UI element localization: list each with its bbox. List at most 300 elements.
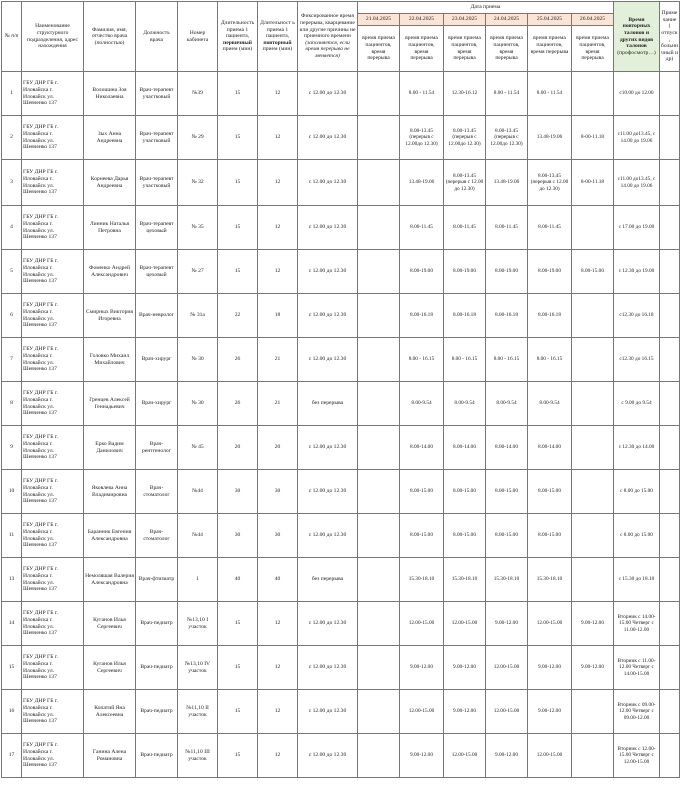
row-org — [22, 116, 84, 160]
row-day-5 — [572, 206, 614, 250]
row-day-0 — [358, 72, 400, 116]
row-doctor-name: Куганов Илья Сергеевич — [84, 602, 136, 646]
row-talons: Вторник с 12.00-15.00 Четверг с 12.00-15.00 — [614, 734, 660, 778]
row-day-5 — [572, 514, 614, 558]
header-date-3: 24.04.2025 — [486, 14, 528, 26]
row-talons: с 12.30 до 19.00 — [614, 250, 660, 294]
row-note — [660, 294, 680, 338]
row-position: Врач-рентгенолог — [136, 426, 178, 470]
header-sub-5-line: время приема пациентов, — [576, 35, 609, 48]
row-org — [22, 690, 84, 734]
row-org-line: ГБУ ДНР ГБ г. — [23, 346, 58, 353]
row-org — [22, 206, 84, 250]
row-org-line: Иловайск ул. — [23, 227, 55, 234]
row-note — [660, 646, 680, 690]
row-num: 13 — [2, 558, 22, 602]
row-break: с 12.00 до 12.30 — [298, 690, 358, 734]
row-org-line: ГБУ ДНР ГБ г. — [23, 654, 58, 661]
row-day-3: 8.00-15.00 — [486, 470, 528, 514]
row-doctor-name: Головко Михаил Михайлович — [84, 338, 136, 382]
row-repeat-min: 12 — [258, 116, 298, 160]
row-talons: с 9.00 до 9.54 — [614, 382, 660, 426]
row-room: 1 — [178, 558, 218, 602]
row-org — [22, 250, 84, 294]
row-day-3: 8.00-11.45 — [486, 206, 528, 250]
header-sub-0-line: время — [371, 48, 386, 55]
row-primary-min: 22 — [218, 294, 258, 338]
row-org-line: ГБУ ДНР ГБ г. — [23, 214, 58, 221]
table-row — [2, 72, 680, 116]
row-talons: с10.00 до 12.00 — [614, 72, 660, 116]
header-date-5: 26.04.2025 — [572, 14, 614, 26]
row-note — [660, 338, 680, 382]
header-sub-0 — [358, 26, 400, 72]
row-day-0 — [358, 470, 400, 514]
row-day-1: 8.00-13.45 (перерыв с 12.00до 12.30) — [400, 116, 444, 160]
row-position: Врач-терапевт цеховый — [136, 250, 178, 294]
row-org-line: Шевченко 137 — [23, 542, 57, 549]
row-talons: с12.30 до 16.18 — [614, 294, 660, 338]
row-repeat-min: 40 — [258, 558, 298, 602]
row-org-line: ГБУ ДНР ГБ г. — [23, 522, 58, 529]
row-day-3: 12.00-15.00 — [486, 646, 528, 690]
row-primary-min: 30 — [218, 514, 258, 558]
row-primary-min: 15 — [218, 72, 258, 116]
row-room: №44 — [178, 470, 218, 514]
header-date-4: 25.04.2025 — [528, 14, 572, 26]
row-room: № 32 — [178, 160, 218, 206]
row-org-line: Иловайск ул. — [23, 535, 55, 542]
header-org: Наименование структурного подразделения, адрес нахождения — [22, 2, 84, 72]
row-org-line: ГБУ ДНР ГБ г. — [23, 478, 58, 485]
row-day-3: 8.00-13.45 (перерыв с 12.00до 12.30) — [486, 116, 528, 160]
row-repeat-min: 30 — [258, 514, 298, 558]
row-org-line: Шевченко 137 — [23, 630, 57, 637]
header-sub-3-line: перерыва — [495, 55, 518, 62]
row-day-2: 12.00-15.00 — [444, 602, 486, 646]
row-day-2: 9.00-12.00 — [444, 690, 486, 734]
row-primary-min: 15 — [218, 646, 258, 690]
header-sub-4 — [528, 26, 572, 72]
row-day-4: 15.30-18.10 — [528, 558, 572, 602]
row-day-4: 8.00-16.18 — [528, 294, 572, 338]
row-org — [22, 72, 84, 116]
row-day-5 — [572, 426, 614, 470]
row-org — [22, 558, 84, 602]
header-talons-line: Время повторных талонов и других видов талонов — [619, 16, 654, 50]
row-day-5 — [572, 294, 614, 338]
row-primary-min: 15 — [218, 602, 258, 646]
table-row — [2, 294, 680, 338]
header-sub-5-line: время — [585, 48, 600, 55]
row-note — [660, 160, 680, 206]
row-primary-min: 15 — [218, 250, 258, 294]
row-org-line: Шевченко 137 — [23, 674, 57, 681]
row-primary-min: 15 — [218, 160, 258, 206]
row-primary-min: 20 — [218, 426, 258, 470]
row-day-4: 9.00-12.00 — [528, 646, 572, 690]
table-row — [2, 470, 680, 514]
row-repeat-min: 12 — [258, 602, 298, 646]
row-num: 16 — [2, 690, 22, 734]
row-break: с 12.00 до 12.30 — [298, 250, 358, 294]
row-note — [660, 250, 680, 294]
header-date-0: 21.04.2025 — [358, 14, 400, 26]
row-day-2: 8.00-13.45 (перерыв с 12.00до 12.30) — [444, 116, 486, 160]
row-position: Врач-стоматолог — [136, 514, 178, 558]
row-day-0 — [358, 426, 400, 470]
table-row — [2, 250, 680, 294]
row-org-line: Иловайска г. — [23, 484, 53, 491]
row-org-line: Иловайска г. — [23, 264, 53, 271]
row-org-line: Иловайска г. — [23, 396, 53, 403]
row-org — [22, 514, 84, 558]
row-note — [660, 734, 680, 778]
row-org-line: Иловайска г. — [23, 748, 53, 755]
row-day-3: 8.00-9.54 — [486, 382, 528, 426]
table-row — [2, 382, 680, 426]
row-num: 9 — [2, 426, 22, 470]
row-repeat-min: 20 — [258, 426, 298, 470]
header-date-2: 23.04.2025 — [444, 14, 486, 26]
row-doctor-name: Ганина Алена Романовна — [84, 734, 136, 778]
row-day-2: 8.00-11.45 — [444, 206, 486, 250]
row-room: №39 — [178, 72, 218, 116]
row-primary-min: 40 — [218, 558, 258, 602]
header-break — [298, 2, 358, 72]
table-row — [2, 602, 680, 646]
row-day-3: 8.00 - 11.54 — [486, 72, 528, 116]
row-org-line: Иловайск ул. — [23, 359, 55, 366]
row-num: 6 — [2, 294, 22, 338]
row-day-3: 9.00-12.00 — [486, 602, 528, 646]
row-room: № 31а — [178, 294, 218, 338]
table-row — [2, 690, 680, 734]
row-org-line: ГБУ ДНР ГБ г. — [23, 80, 58, 87]
row-org-line: Иловайск ул. — [23, 755, 55, 762]
header-sub-3-line: время приема пациентов, — [490, 35, 523, 48]
row-org-line: Шевченко 137 — [23, 454, 57, 461]
row-org-line: ГБУ ДНР ГБ г. — [23, 698, 58, 705]
row-talons: с 12.30 до 14.00 — [614, 426, 660, 470]
row-org-line: Шевченко 137 — [23, 278, 57, 285]
row-repeat-min: 21 — [258, 338, 298, 382]
row-primary-min: 26 — [218, 382, 258, 426]
row-day-0 — [358, 160, 400, 206]
row-num: 2 — [2, 116, 22, 160]
row-day-4: 8.00-19.00 — [528, 250, 572, 294]
row-position: Врач-педиатр — [136, 734, 178, 778]
header-sub-3-line: время — [499, 48, 514, 55]
row-day-5 — [572, 338, 614, 382]
row-position: Врач-терапевт участковый — [136, 116, 178, 160]
row-break: с 12.00 до 12.30 — [298, 646, 358, 690]
header-break-line: (заполняется, если время перерыва не меняется) — [305, 39, 350, 59]
row-doctor-name: Немоляшая Валерия Александровна — [84, 558, 136, 602]
row-day-4: 13.48-19.06 — [528, 116, 572, 160]
row-repeat-min: 12 — [258, 250, 298, 294]
row-position: Врач-стоматолог — [136, 470, 178, 514]
row-day-1: 9.00-12.00 — [400, 734, 444, 778]
row-repeat-min: 12 — [258, 646, 298, 690]
row-repeat-min: 12 — [258, 690, 298, 734]
row-org-line: ГБУ ДНР ГБ г. — [23, 390, 58, 397]
row-num: 15 — [2, 646, 22, 690]
row-room: №44 — [178, 514, 218, 558]
row-org-line: Иловайск ул. — [23, 667, 55, 674]
row-day-2: 8.00-9.54 — [444, 382, 486, 426]
row-break: с 12.00 до 12.30 — [298, 160, 358, 206]
header-break-line: Фиксированное время перерыва, кварцевание или другие причины не приемного времени — [299, 13, 356, 40]
row-day-2: 15.30-18.10 — [444, 558, 486, 602]
header-sub-0-line: перерыва — [367, 55, 390, 62]
row-org-line: Иловайск ул. — [23, 182, 55, 189]
row-num: 7 — [2, 338, 22, 382]
row-day-1: 15.30-18.10 — [400, 558, 444, 602]
header-name: Фамилия, имя, отчество врача (полностью) — [84, 2, 136, 72]
row-day-4: 12.00-15.00 — [528, 602, 572, 646]
row-day-0 — [358, 206, 400, 250]
row-day-4: 8.00-15.00 — [528, 514, 572, 558]
row-org-line: Иловайска г. — [23, 572, 53, 579]
row-room: № 30 — [178, 382, 218, 426]
row-position: Врач-педиатр — [136, 602, 178, 646]
header-primary-line: Длительность приема 1 пациента, — [220, 20, 255, 40]
row-day-3: 9.00-12.00 — [486, 734, 528, 778]
row-org — [22, 382, 84, 426]
row-doctor-name: Куганов Илья Сергеевич — [84, 646, 136, 690]
row-org-line: Шевченко 137 — [23, 189, 57, 196]
header-sub-2 — [444, 26, 486, 72]
row-org — [22, 602, 84, 646]
row-doctor-name: Корнеева Дарья Андреевна — [84, 160, 136, 206]
row-position: Врач-педиатр — [136, 646, 178, 690]
row-org-line: Иловайска г. — [23, 175, 53, 182]
row-day-1: 13.48-19.06 — [400, 160, 444, 206]
header-sub-3 — [486, 26, 528, 72]
row-day-4: 9.00-12.00 — [528, 690, 572, 734]
row-room: №13,10 IV участок — [178, 646, 218, 690]
row-num: 14 — [2, 602, 22, 646]
row-org-line: ГБУ ДНР ГБ г. — [23, 566, 58, 573]
header-sub-1 — [400, 26, 444, 72]
row-doctor-name: Зых Анна Андреевна — [84, 116, 136, 160]
row-room: № 35 — [178, 206, 218, 250]
row-doctor-name: Смирных Виктория Игоревна — [84, 294, 136, 338]
header-repeat — [258, 2, 298, 72]
header-repeat-line: Длительност ь приема 1 пациента, — [260, 20, 295, 40]
row-day-1: 8.00 - 11.54 — [400, 72, 444, 116]
row-day-2: 12.30-16.12 — [444, 72, 486, 116]
row-repeat-min: 12 — [258, 734, 298, 778]
row-org-line: ГБУ ДНР ГБ г. — [23, 124, 58, 131]
row-day-3: 8.00 - 16.15 — [486, 338, 528, 382]
row-org-line: Шевченко 137 — [23, 144, 57, 151]
row-num: 11 — [2, 514, 22, 558]
header-repeat-line: прием (мин) — [262, 46, 293, 53]
row-day-5: 8.00-15.00 — [572, 250, 614, 294]
row-day-2: 8.00-19.00 — [444, 250, 486, 294]
row-position: Врач-терапевт участковый — [136, 72, 178, 116]
header-sub-0-line: время приема пациентов, — [362, 35, 395, 48]
row-break: с 12.00 до 12.30 — [298, 734, 358, 778]
row-org-line: Иловайск ул. — [23, 271, 55, 278]
row-day-0 — [358, 116, 400, 160]
row-day-0 — [358, 558, 400, 602]
row-org — [22, 426, 84, 470]
row-day-0 — [358, 734, 400, 778]
row-org-line: Иловайск ул. — [23, 447, 55, 454]
row-day-4: 8.00-9.54 — [528, 382, 572, 426]
row-day-2: 8.00-14.00 — [444, 426, 486, 470]
row-break: с 12.00 до 12.30 — [298, 514, 358, 558]
header-sub-5 — [572, 26, 614, 72]
row-room: № 27 — [178, 250, 218, 294]
row-num: 10 — [2, 470, 22, 514]
row-break: без перерыва — [298, 558, 358, 602]
row-doctor-name: Яковлева Анна Владимировна — [84, 470, 136, 514]
header-sub-1-line: перерыва — [410, 55, 433, 62]
row-org — [22, 734, 84, 778]
row-day-5: 8-00-11.18 — [572, 116, 614, 160]
row-day-4: 8.00 - 11.54 — [528, 72, 572, 116]
header-sub-2-line: перерыва — [453, 55, 476, 62]
row-day-3: 8.00-16.18 — [486, 294, 528, 338]
row-day-4: 8.00-11.45 — [528, 206, 572, 250]
header-date-1: 22.04.2025 — [400, 14, 444, 26]
row-day-1: 8.00-16.18 — [400, 294, 444, 338]
row-break: с 12.00 до 12.30 — [298, 294, 358, 338]
row-primary-min: 15 — [218, 116, 258, 160]
row-org-line: Иловайска г. — [23, 528, 53, 535]
row-talons: с 15.30 до 18.10 — [614, 558, 660, 602]
row-num: 8 — [2, 382, 22, 426]
row-day-2: 9.00-12.00 — [444, 646, 486, 690]
row-org-line: Иловайска г. — [23, 704, 53, 711]
row-position: Врач-терапевт участковый — [136, 160, 178, 206]
row-num: 3 — [2, 160, 22, 206]
row-talons: Вторник с 11.00-12.00 Четверг с 14.00-15.00 — [614, 646, 660, 690]
row-break: с 12.00 до 12.30 — [298, 602, 358, 646]
row-org-line: Иловайск ул. — [23, 711, 55, 718]
table-row — [2, 338, 680, 382]
row-primary-min: 15 — [218, 690, 258, 734]
row-note — [660, 206, 680, 250]
header-sub-4-line: время приема пациентов, — [533, 35, 566, 48]
row-doctor-name: Линник Наталья Петровна — [84, 206, 136, 250]
row-day-3: 15.30-18.10 — [486, 558, 528, 602]
row-note — [660, 426, 680, 470]
row-talons: с11.00 до13.45, с 14.00 до 19.06 — [614, 160, 660, 206]
row-day-2: 12.00-15.00 — [444, 734, 486, 778]
header-primary-line: прием (мин) — [222, 46, 253, 53]
table-row — [2, 160, 680, 206]
row-org-line: Иловайск ул. — [23, 137, 55, 144]
row-room: № 45 — [178, 426, 218, 470]
row-break: с 12.00 до 12.30 — [298, 338, 358, 382]
table-row — [2, 646, 680, 690]
row-doctor-name: Гренцев Алексей Геннадьевич — [84, 382, 136, 426]
row-day-2: 8.00-15.00 — [444, 470, 486, 514]
row-note — [660, 72, 680, 116]
row-break: с 12.00 до 12.30 — [298, 470, 358, 514]
row-org-line: Иловайск ул. — [23, 623, 55, 630]
row-day-5 — [572, 470, 614, 514]
row-day-1: 9.00-12.00 — [400, 646, 444, 690]
row-org-line: Иловайск ул. — [23, 579, 55, 586]
row-day-4: 12.00-15.00 — [528, 734, 572, 778]
row-org-line: Шевченко 137 — [23, 498, 57, 505]
row-num: 1 — [2, 72, 22, 116]
row-doctor-name: Баранник Евгения Александровна — [84, 514, 136, 558]
row-position: Врач-хирург — [136, 338, 178, 382]
row-day-5 — [572, 690, 614, 734]
row-day-0 — [358, 690, 400, 734]
row-org-line: Шевченко 137 — [23, 366, 57, 373]
row-org — [22, 160, 84, 206]
row-break: с 12.00 до 12.30 — [298, 426, 358, 470]
row-day-3: 8.00-19.00 — [486, 250, 528, 294]
header-sub-5-line: перерыва — [581, 55, 604, 62]
header-primary — [218, 2, 258, 72]
row-day-1: 12.00-15.00 — [400, 690, 444, 734]
row-day-1: 8.00-15.00 — [400, 514, 444, 558]
row-num: 5 — [2, 250, 22, 294]
row-org-line: ГБУ ДНР ГБ г. — [23, 742, 58, 749]
header-talons-line: (профосмотр…) — [617, 49, 656, 56]
row-org-line: Шевченко 137 — [23, 322, 57, 329]
row-repeat-min: 30 — [258, 470, 298, 514]
header-repeat-line: повторный — [263, 39, 292, 46]
table-row — [2, 734, 680, 778]
schedule-table — [1, 1, 680, 778]
row-doctor-name: Копатий Яна Алексеевна — [84, 690, 136, 734]
header-position: Должность врача — [136, 2, 178, 72]
row-org-line: Иловайска г. — [23, 352, 53, 359]
row-org-line: Иловайска г. — [23, 660, 53, 667]
header-sub-1-line: время — [414, 48, 429, 55]
row-day-0 — [358, 602, 400, 646]
row-day-0 — [358, 514, 400, 558]
row-day-3: 13.48-19.06 — [486, 160, 528, 206]
row-doctor-name: Ерко Вадим Данилович — [84, 426, 136, 470]
row-day-4: 8.00-13.45 (перерыв с 12.00 до 12.30) — [528, 160, 572, 206]
header-sub-1-line: время приема пациентов, — [405, 35, 438, 48]
row-note — [660, 602, 680, 646]
row-org-line: Иловайск ул. — [23, 315, 55, 322]
row-org-line: Иловайск ул. — [23, 491, 55, 498]
row-num: 4 — [2, 206, 22, 250]
row-repeat-min: 12 — [258, 206, 298, 250]
row-day-5 — [572, 734, 614, 778]
row-position: Врач-педиатр — [136, 690, 178, 734]
row-break: с 12.00 до 12.30 — [298, 116, 358, 160]
row-day-4: 8.00-14.00 — [528, 426, 572, 470]
row-org-line: ГБУ ДНР ГБ г. — [23, 258, 58, 265]
row-org-line: Иловайска г. — [23, 308, 53, 315]
row-day-2: 8.00-15.00 — [444, 514, 486, 558]
row-primary-min: 26 — [218, 338, 258, 382]
row-room: №11,10 II участок — [178, 690, 218, 734]
row-day-2: 8.00 - 16.15 — [444, 338, 486, 382]
row-position: Врач-хирург — [136, 382, 178, 426]
row-day-3: 8.00-14.00 — [486, 426, 528, 470]
row-org-line: Иловайск ул. — [23, 403, 55, 410]
row-day-1: 12.00-15.00 — [400, 602, 444, 646]
row-room: № 30 — [178, 338, 218, 382]
table-row — [2, 514, 680, 558]
row-org-line: Иловайска г. — [23, 130, 53, 137]
